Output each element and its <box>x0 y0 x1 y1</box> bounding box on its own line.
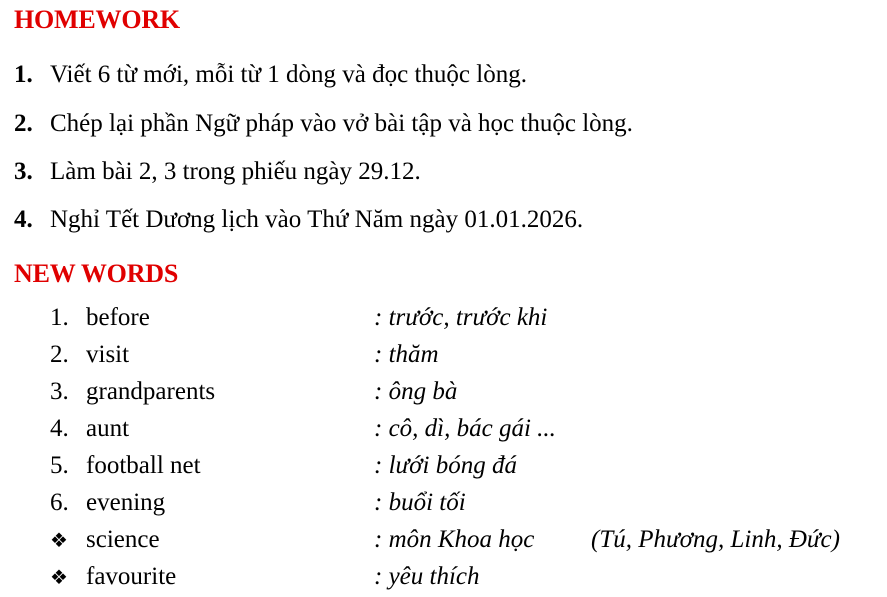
english-word: grandparents <box>86 378 216 405</box>
word-number: 2. <box>50 341 69 368</box>
homework-item-text: Nghỉ Tết Dương lịch vào Thứ Năm ngày 01.01.2026. <box>50 206 584 233</box>
word-meaning: : thăm <box>374 341 439 368</box>
homework-item <box>14 157 421 187</box>
word-row <box>0 300 887 336</box>
english-word: favourite <box>86 563 177 590</box>
word-meaning: : lưới bóng đá <box>374 452 517 479</box>
homework-heading: HOMEWORK <box>14 5 180 34</box>
word-meaning: : trước, trước khi <box>374 304 548 331</box>
word-number: 3. <box>50 378 69 405</box>
homework-item-number: 2. <box>14 110 33 137</box>
homework-item-text: Chép lại phần Ngữ pháp vào vở bài tập và học thuộc lòng. <box>50 110 633 137</box>
english-word: science <box>86 526 160 553</box>
word-row <box>0 448 887 484</box>
homework-item-text: Viết 6 từ mới, mỗi từ 1 dòng và đọc thuộc lòng. <box>50 61 527 88</box>
homework-item <box>14 205 583 235</box>
homework-item <box>14 109 633 139</box>
word-row <box>0 411 887 447</box>
diamond-bullet-icon: ❖ <box>50 565 68 589</box>
homework-item-number: 1. <box>14 61 33 88</box>
word-meaning: : yêu thích <box>374 563 480 590</box>
english-word: evening <box>86 489 166 516</box>
homework-item-text: Làm bài 2, 3 trong phiếu ngày 29.12. <box>50 158 421 185</box>
english-word: before <box>86 304 150 331</box>
word-row <box>0 337 887 373</box>
word-number: 1. <box>50 304 69 331</box>
english-word: visit <box>86 341 130 368</box>
word-number: 6. <box>50 489 69 516</box>
word-row <box>0 485 887 521</box>
word-row <box>0 559 887 595</box>
new-words-heading: NEW WORDS <box>14 259 179 288</box>
word-meaning: : ông bà <box>374 378 458 405</box>
diamond-bullet-icon: ❖ <box>50 528 68 552</box>
word-row <box>0 522 887 558</box>
word-meaning: : cô, dì, bác gái ... <box>374 415 556 442</box>
english-word: aunt <box>86 415 130 442</box>
english-word: football net <box>86 452 201 479</box>
homework-item-number: 4. <box>14 206 33 233</box>
student-names-note: (Tú, Phương, Linh, Đức) <box>591 526 840 553</box>
homework-item-number: 3. <box>14 158 33 185</box>
word-number: 4. <box>50 415 69 442</box>
word-meaning: : buổi tối <box>374 489 466 516</box>
word-number: 5. <box>50 452 69 479</box>
homework-item <box>14 60 527 90</box>
word-meaning: : môn Khoa học <box>374 526 535 553</box>
word-row <box>0 374 887 410</box>
